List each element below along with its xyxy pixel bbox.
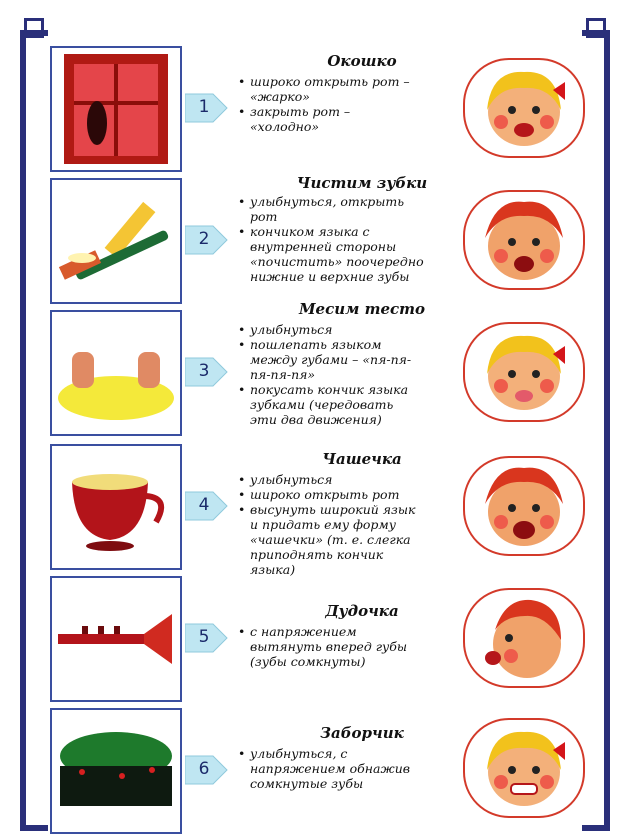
- exercise-row: [50, 300, 610, 435]
- instruction-item: внутренней стороны: [250, 239, 397, 254]
- exercise-number: 1: [198, 97, 210, 117]
- number-arrow-badge: [185, 352, 229, 392]
- instruction-list: [238, 472, 498, 577]
- number-arrow-badge: [185, 618, 229, 658]
- exercise-row: [50, 576, 610, 701]
- girl-face-illustration: [463, 322, 585, 422]
- cup-illustration: [50, 444, 182, 570]
- instruction-list: [238, 74, 498, 134]
- exercise-number: 6: [198, 759, 210, 779]
- exercise-number: 2: [198, 229, 210, 249]
- instruction-list: [238, 322, 498, 427]
- instruction-item: • улыбнуться, открыть: [238, 194, 498, 209]
- instruction-item: • пошлепать языком: [238, 337, 498, 352]
- instruction-item: нижние и верхние зубы: [250, 269, 410, 284]
- instruction-item: приподнять кончик: [250, 547, 384, 562]
- instruction-list: [238, 746, 498, 791]
- girl-face-illustration: [463, 718, 585, 818]
- instruction-item: напряжением обнажив: [250, 761, 411, 776]
- number-arrow-badge: [185, 486, 229, 526]
- instruction-item: «почистить» поочередно: [250, 254, 424, 269]
- instruction-item: • с напряжением: [238, 624, 498, 639]
- instruction-item: рот: [250, 209, 278, 224]
- exercise-row: [50, 444, 610, 577]
- instruction-item: • улыбнуться, с: [238, 746, 498, 761]
- number-arrow-badge: [185, 220, 229, 260]
- boy-face-illustration: [463, 190, 585, 290]
- number-arrow-badge: [185, 750, 229, 790]
- exercise-title: Дудочка: [325, 602, 399, 620]
- exercise-row: [50, 708, 610, 833]
- instruction-list: [238, 624, 498, 669]
- exercise-row: [50, 174, 610, 303]
- instruction-item: • улыбнуться: [238, 472, 498, 487]
- fence-bush-illustration: [50, 708, 182, 834]
- instruction-item: «чашечки» (т. е. слегка: [250, 532, 411, 547]
- instruction-item: «жарко»: [250, 89, 310, 104]
- exercise-number: 4: [198, 495, 210, 515]
- instruction-item: • широко открыть рот –: [238, 74, 498, 89]
- instruction-item: • кончиком языка с: [238, 224, 498, 239]
- exercise-title: Заборчик: [320, 724, 404, 742]
- frame-corner: [20, 825, 48, 831]
- number-arrow-badge: [185, 88, 229, 128]
- instruction-item: сомкнутые зубы: [250, 776, 364, 791]
- instruction-item: • закрыть рот –: [238, 104, 498, 119]
- boy-face-illustration: [463, 456, 585, 556]
- exercise-title: Окошко: [327, 52, 397, 70]
- instruction-item: языка): [250, 562, 296, 577]
- exercise-number: 3: [198, 361, 210, 381]
- instruction-item: вытянуть вперед губы: [250, 639, 408, 654]
- instruction-item: эти два движения): [250, 412, 382, 427]
- frame-ornament: [24, 18, 44, 38]
- instruction-item: пя-пя-пя»: [250, 367, 316, 382]
- instruction-item: • покусать кончик языка: [238, 382, 498, 397]
- instruction-item: (зубы сомкнуты): [250, 654, 366, 669]
- instruction-item: и придать ему форму: [250, 517, 397, 532]
- window-illustration: [50, 46, 182, 172]
- pipe-illustration: [50, 576, 182, 702]
- instruction-item: зубками (чередовать: [250, 397, 394, 412]
- exercise-title: Чистим зубки: [296, 174, 428, 192]
- exercise-title: Месим тесто: [298, 300, 426, 318]
- instruction-item: «холодно»: [250, 119, 320, 134]
- exercise-number: 5: [198, 627, 210, 647]
- exercise-row: [50, 46, 610, 171]
- instruction-item: • высунуть широкий язык: [238, 502, 498, 517]
- instruction-item: • улыбнуться: [238, 322, 498, 337]
- instruction-item: • широко открыть рот: [238, 487, 498, 502]
- boy-profile-illustration: [463, 588, 585, 688]
- instruction-item: между губами – «пя-пя-: [250, 352, 412, 367]
- exercise-title: Чашечка: [322, 450, 402, 468]
- dough-illustration: [50, 310, 182, 436]
- girl-face-illustration: [463, 58, 585, 158]
- frame-ornament: [586, 18, 606, 38]
- toothbrush-illustration: [50, 178, 182, 304]
- instruction-list: [238, 194, 498, 284]
- frame-left-border: [20, 30, 26, 830]
